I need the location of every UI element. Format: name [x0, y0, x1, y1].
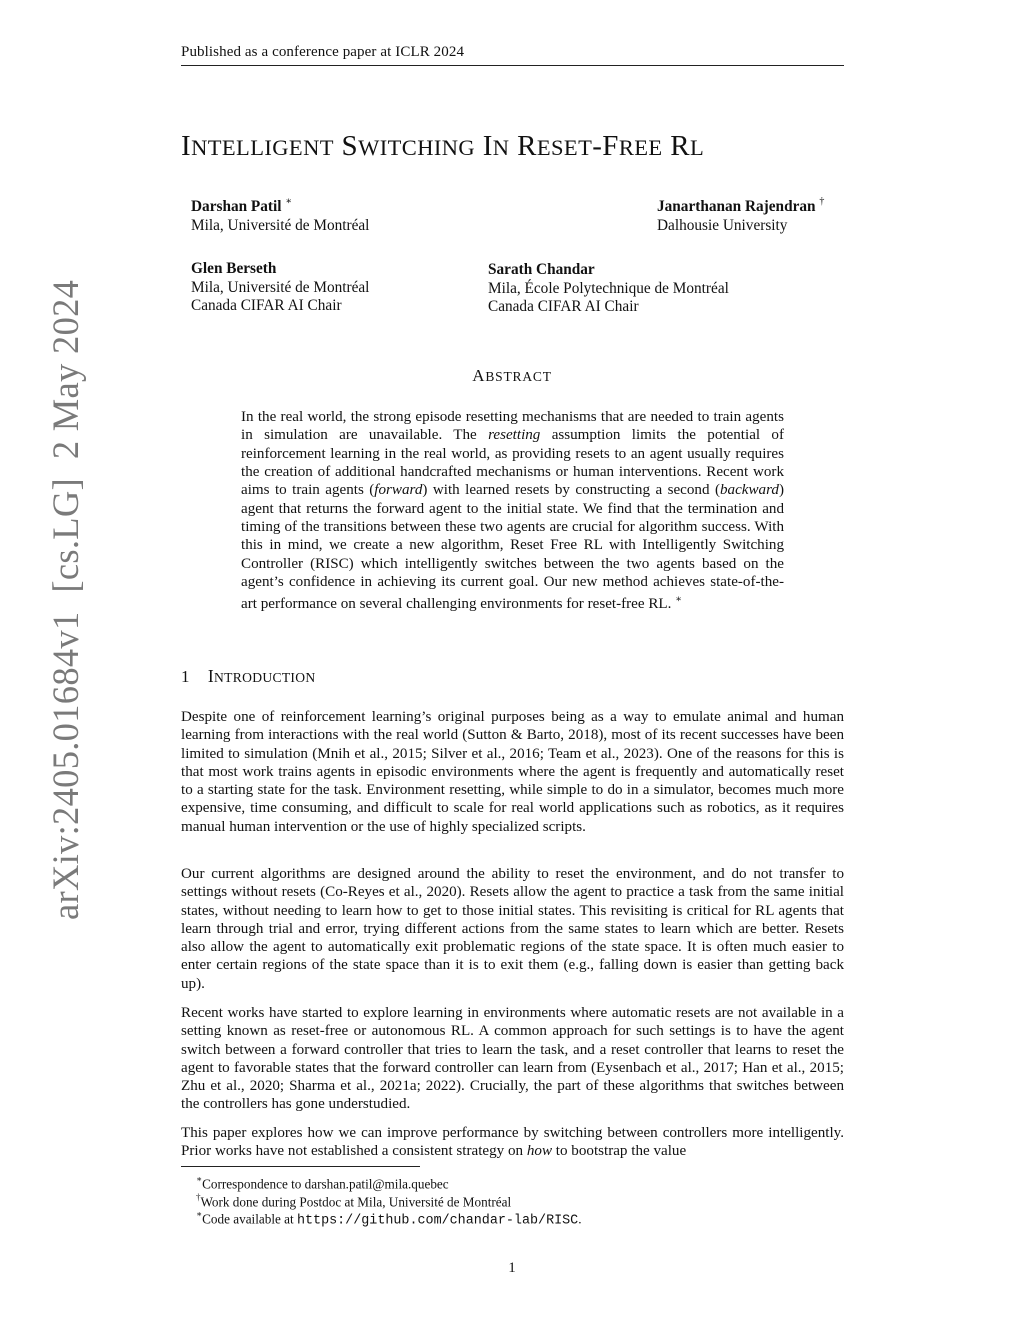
abstract-text: assumption limits the potential of reinforcement learning in the real world, as providing resets to an agent usually requires the creation of additional handcrafted mechanisms or human interventions. Recent work aims to train agents (: [241, 427, 784, 499]
abstract-body: [241, 408, 784, 614]
section-title-smallcaps: INTRODUCTION: [207, 666, 316, 686]
author-name: Darshan Patil: [191, 198, 282, 216]
author-name: Sarath Chandar: [488, 261, 595, 278]
author-affiliation: Dalhousie University: [657, 216, 788, 234]
section-heading-introduction: [181, 666, 316, 687]
abstract-text: ) with learned resets by constructing a second (: [422, 482, 720, 499]
intro-paragraph-2: Our current algorithms are designed around the ability to reset the environment, and do not transfer to settings without resets (Co-Reyes et al., 2020). Resets allow the agent to practice a task from the same initial states, without needing to learn how to get to those initial states. This revisiting is critical for RL agents that learn through trial and error, trying different actions from the same states to learn which are better. Resets also allow the agent to automatically exit problematic regions of the state space. It is often much easier to enter certain regions of the state space than it is to exit them (e.g., falling down is easier than getting back up).: [181, 866, 844, 992]
intro-paragraph-4: [181, 1124, 844, 1161]
paragraph-emphasis: how: [526, 1143, 553, 1160]
footnote-2: [196, 1191, 511, 1209]
abstract-text: In the real world, the strong episode resetting mechanisms that are needed to train agents in simulation are unavailable. The: [241, 409, 784, 444]
paper-title-smallcaps: INTELLIGENT SWITCHING IN RESET-FREE RL: [181, 130, 705, 162]
abstract-emphasis: backward: [719, 482, 779, 499]
paragraph-text: This paper explores how we can improve performance by switching between controllers more intelligently. Prior works have not established a consistent strategy on: [181, 1125, 844, 1160]
footnote-code-link[interactable]: https://github.com/chandar-lab/RISC: [296, 1213, 579, 1229]
header-rule: [181, 65, 844, 66]
footnote-text: Correspondence to darshan.patil@mila.quebec: [202, 1176, 449, 1192]
abstract-heading-smallcaps: ABSTRACT: [472, 366, 552, 385]
author-affiliation: Mila, Université de Montréal: [191, 216, 370, 234]
footnote-text: Code available at: [202, 1211, 297, 1227]
abstract-heading: [0, 366, 1024, 386]
footnote-mark: ∗: [196, 1209, 203, 1219]
abstract-text: ) agent that returns the forward agent to the initial state. We find that the termination and timing of the transitions between these two agents are crucial for algorithm success. With this in mind, we create a new algorithm, Reset Free RL with Intelligently Switching Controller (RISC) which intelligently switches between the two agents based on the agent’s confidence in achieving its current goal. Our new method achieves state-of-the-art performance on several challenging environments for reset-free RL.: [241, 482, 784, 613]
intro-paragraph-3: Recent works have started to explore learning in environments where automatic resets are not available in a setting known as reset-free or autonomous RL. A common approach for such settings is to have the agent switch between a forward controller that tries to learn the task, and a reset controller that learns to reset the agent to favorable states that the forward controller can learn from (Eysenbach et al., 2017; Han et al., 2015; Zhu et al., 2020; Sharma et al., 2021a; 2022). Crucially, the part of these algorithms that switches between the controllers has gone understudied.: [181, 1005, 844, 1113]
footnote-text: Work done during Postdoc at Mila, Université de Montréal: [200, 1194, 512, 1210]
footnote-rule: [181, 1166, 420, 1167]
footnote-tail: .: [578, 1211, 582, 1227]
intro-paragraph-1: Despite one of reinforcement learning’s original purposes being as a way to emulate animal and human learning from interactions with the real world (Sutton & Barto, 2018), most of its recent successes have been limited to simulation (Mnih et al., 2015; Silver et al., 2016; Team et al., 2023). One of the reasons for this is that most work trains agents in episodic environments where the agent is frequently and automatically reset to a starting state for the task. Environment resetting, while simple to do in a simulator, becomes much more expensive, time consuming, and difficult to scale for real world applications such as robotics, as it requires manual human intervention or the use of highly specialized scripts.: [181, 709, 844, 835]
author-affiliation: Mila, Université de Montréal: [191, 278, 370, 296]
page-number: 1: [508, 1260, 516, 1276]
author-block-patil: [191, 194, 369, 235]
author-mark: †: [819, 196, 825, 207]
author-name: Glen Berseth: [191, 260, 277, 277]
paragraph-text: to bootstrap the value: [552, 1143, 687, 1160]
author-name: Janarthanan Rajendran: [657, 198, 816, 216]
author-block-chandar: [488, 261, 729, 317]
author-block-rajendran: [657, 194, 824, 235]
abstract-footnote-mark: ∗: [675, 594, 682, 606]
abstract-emphasis: forward: [374, 482, 423, 499]
author-mark: ∗: [285, 196, 293, 207]
footnote-1: [196, 1173, 449, 1191]
running-head: Published as a conference paper at ICLR 2024: [181, 44, 465, 60]
arxiv-stamp: arXiv:2405.01684v1 [cs.LG] 2 May 2024: [45, 279, 86, 920]
section-number: 1: [181, 667, 190, 686]
footnote-mark: †: [196, 1192, 201, 1202]
footnote-mark: ∗: [196, 1174, 203, 1184]
author-affiliation: Mila, École Polytechnique de Montréal: [488, 279, 729, 297]
author-block-berseth: [191, 260, 369, 316]
paper-title: [181, 130, 704, 163]
footnote-3: [196, 1208, 582, 1228]
author-affiliation: Canada CIFAR AI Chair: [191, 297, 342, 314]
author-affiliation: Canada CIFAR AI Chair: [488, 298, 639, 315]
abstract-emphasis: resetting: [488, 427, 541, 444]
